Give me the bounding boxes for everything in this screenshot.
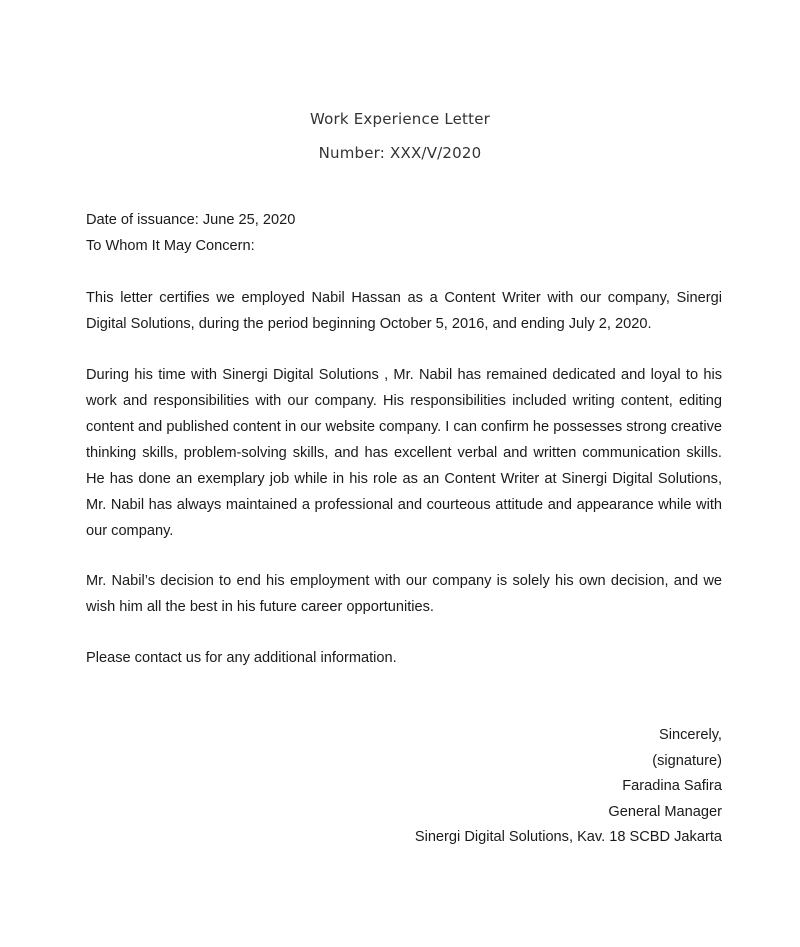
letter-number: Number: XXX/V/2020: [318, 144, 482, 162]
closing-sincerely: Sincerely,: [659, 727, 722, 743]
salutation: To Whom It May Concern:: [86, 238, 255, 254]
paragraph-contact: Please contact us for any additional information.: [86, 650, 397, 666]
paragraph-resignation: Mr. Nabil’s decision to end his employment with our company is solely his own decision, and we wish him all the best in his future career opportunities.: [86, 573, 722, 615]
closing-signature: (signature): [652, 752, 722, 769]
closing-block: [415, 723, 722, 851]
issuance-date: Date of issuance: June 25, 2020: [86, 212, 296, 228]
company-address: Sinergi Digital Solutions, Kav. 18 SCBD Jakarta: [414, 829, 722, 845]
signer-name: Faradina Safira: [622, 778, 722, 794]
signer-position: General Manager: [608, 803, 722, 820]
letter-title: Work Experience Letter: [309, 110, 491, 128]
paragraph-employment: This letter certifies we employed Nabil Hassan as a Content Writer with our company, Sinergi Digital Solutions, during the period beginning October 5, 2016, and ending July 2, 2020.: [86, 290, 722, 332]
paragraph-performance: During his time with Sinergi Digital Solutions , Mr. Nabil has remained dedicated and loyal to his work and responsibilities with our company. His responsibilities included writing content, editing content and published content in our website company. I can confirm he possesses strong creative thinking skills, problem-solving skills, and has excellent verbal and written communication skills. He has done an exemplary job while in his role as an Content Writer at Sinergi Digital Solutions, Mr. Nabil has always maintained a professional and courteous attitude and appearance while with our company.: [86, 367, 722, 539]
letter-meta: [86, 207, 722, 259]
